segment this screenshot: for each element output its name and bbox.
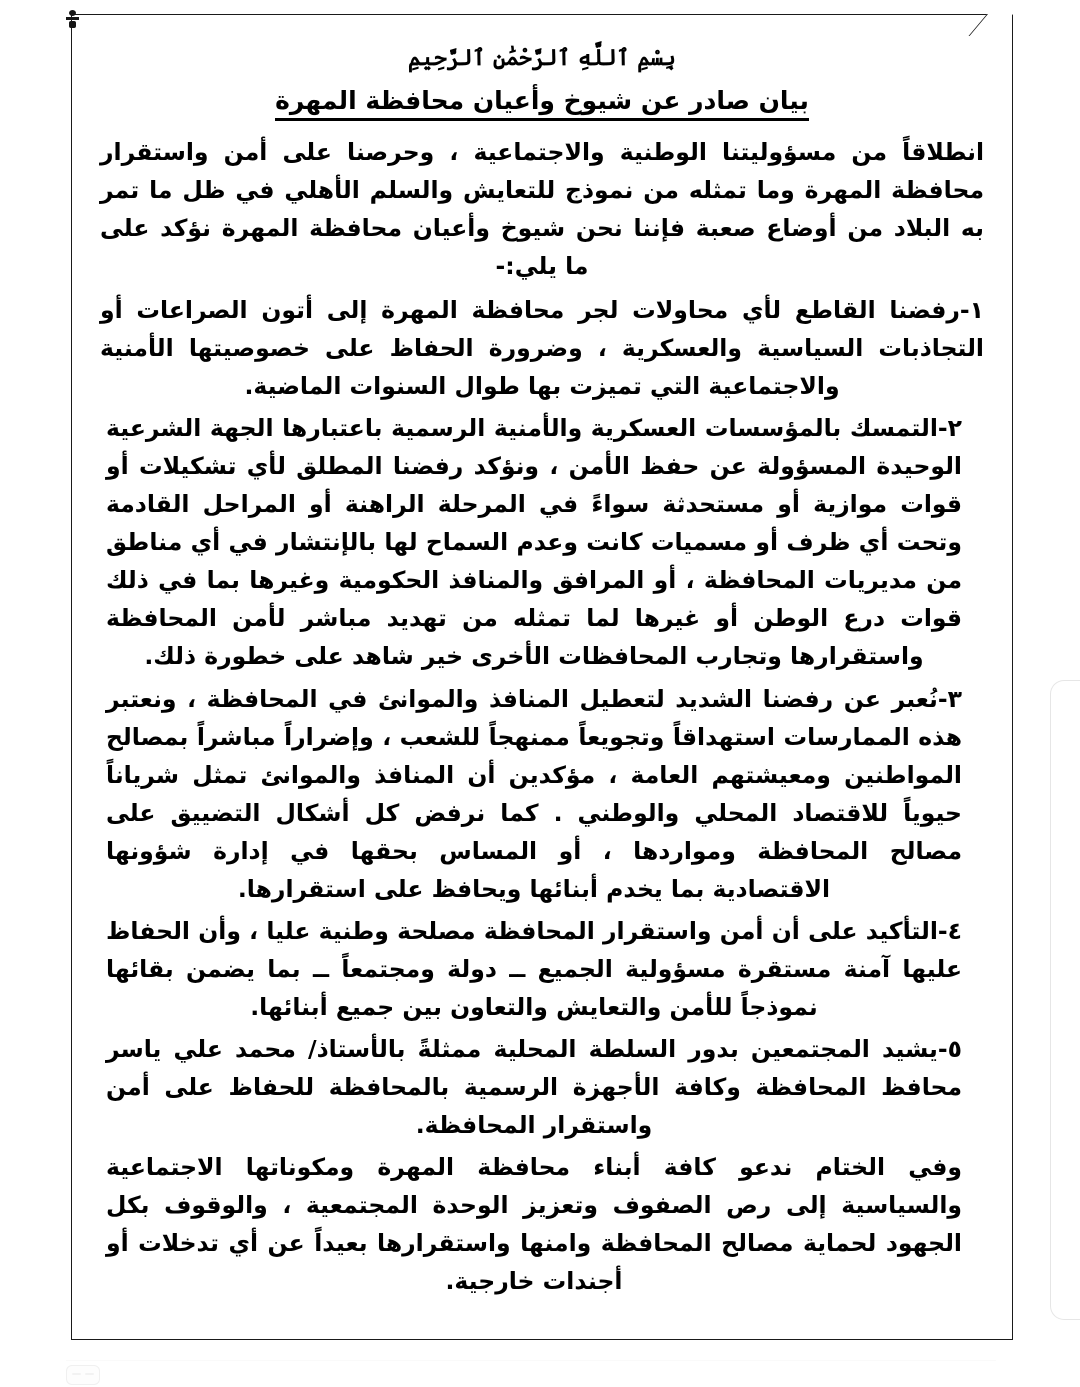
chip-line-1 <box>72 1373 81 1375</box>
list-item <box>100 680 984 908</box>
document-page <box>71 14 1013 1340</box>
bottom-toolbar-chip[interactable] <box>66 1365 100 1385</box>
list-item <box>100 912 984 1026</box>
list-item <box>100 291 984 405</box>
page-corner-mark-icon <box>66 10 79 30</box>
corner-mark-dot-bottom <box>69 21 76 28</box>
closing-paragraph: وفي الختام ندعو كافة أبناء محافظة المهرة ومكوناتها الاجتماعية والسياسية إلى رص الصفوف وتعزيز الوحدة المجتمعية ، والوقوف بكل الجهود لحماية مصالح المحافظة وامنها واستقرارها بعيداً عن أي تدخلات أو أجندات خارجية. <box>106 1153 962 1296</box>
background-card-edge <box>1050 680 1080 1320</box>
points-list <box>100 291 984 1144</box>
intro-paragraph: انطلاقاً من مسؤوليتنا الوطنية والاجتماعية ، وحرصنا على أمن واستقرار محافظة المهرة وما تمثله من نموذج للتعايش والسلم الأهلي في ظل ما تمر به البلاد من أوضاع صعبة فإننا نحن شيوخ وأعيان محافظة المهرة نؤكد على ما يلي:- <box>100 137 984 280</box>
chip-line-2 <box>85 1373 94 1375</box>
list-item-marker: ٢- <box>937 414 962 443</box>
document-title-wrapper <box>100 85 984 120</box>
list-item-text: رفضنا القاطع لأي محاولات لجر محافظة المهرة إلى أتون الصراعات أو التجاذبات السياسية والعسكرية ، وضرورة الحفاظ على خصوصيتها الأمنية والاجتماعية التي تميزت بها طوال السنوات الماضية. <box>100 295 984 401</box>
basmala-heading: بِسْمِ ٱللَّهِ ٱلرَّحْمَٰنِ ٱلرَّحِيمِ <box>408 45 676 71</box>
list-item-marker: ١- <box>959 295 984 324</box>
document-content <box>72 15 1012 1339</box>
list-item-text: نُعبر عن رفضنا الشديد لتعطيل المنافذ والموانئ في المحافظة ، ونعتبر هذه الممارسات استهداقاً وتجويعاً ممنهجاً للشعب ، وإضراراً مباشراً بمصالح المواطنين ومعيشتهم العامة ، مؤكدين أن المنافذ والموانئ تمثل شرياناً حيوياً للاقتصاد المحلي والوطني . كما نرفض كل أشكال التضييق على مصالح المحافظة ومواردها ، أو المساس بحقها في إدارة شؤونها الاقتصادية بما يخدم أبنائها ويحافظ على استقرارها. <box>106 684 962 903</box>
bottom-divider <box>66 1360 996 1361</box>
list-item-marker: ٤- <box>937 916 962 945</box>
list-item <box>100 1030 984 1144</box>
page-title: بيان صادر عن شيوخ وأعيان محافظة المهرة <box>275 85 809 120</box>
list-item-text: التأكيد على أن أمن واستقرار المحافظة مصلحة وطنية عليا ، وأن الحفاظ عليها آمنة مستقرة مسؤولية الجميع ــ دولة ومجتمعاً ــ بما يضمن بقائها نموذجاً للأمن والتعايش والتعاون بين جميع أبنائها. <box>106 916 962 1022</box>
list-item-marker: ٣- <box>937 684 962 713</box>
corner-mark-bar <box>66 17 79 20</box>
list-item-text: التمسك بالمؤسسات العسكرية والأمنية الرسمية باعتبارها الجهة الشرعية الوحيدة المسؤولة عن حفظ الأمن ، ونؤكد رفضنا المطلق لأي تشكيلات أو قوات موازية أو مستحدثة سواءً في المرحلة الراهنة أو المراحل القادمة وتحت أي ظرف أو مسميات كانت وعدم السماح لها بالإنتشار في أي مناطق من مديريات المحافظة ، أو المرافق والمنافذ الحكومية وغيرها بما في ذلك قوات درع الوطن أو غيرها لما تمثله من تهديد مباشر لأمن المحافظة واستقرارها وتجارب المحافظات الأخرى خير شاهد على خطورة ذلك. <box>106 414 962 671</box>
list-item <box>100 409 984 675</box>
list-item-text: يشيد المجتمعين بدور السلطة المحلية ممثلةً بالأستاذ/ محمد علي ياسر محافظ المحافظة وكافة الأجهزة الرسمية بالمحافظة للحفاظ على أمن واستقرار المحافظة. <box>106 1035 962 1140</box>
list-item-marker: ٥- <box>937 1035 962 1064</box>
corner-mark-dot-top <box>69 10 76 16</box>
